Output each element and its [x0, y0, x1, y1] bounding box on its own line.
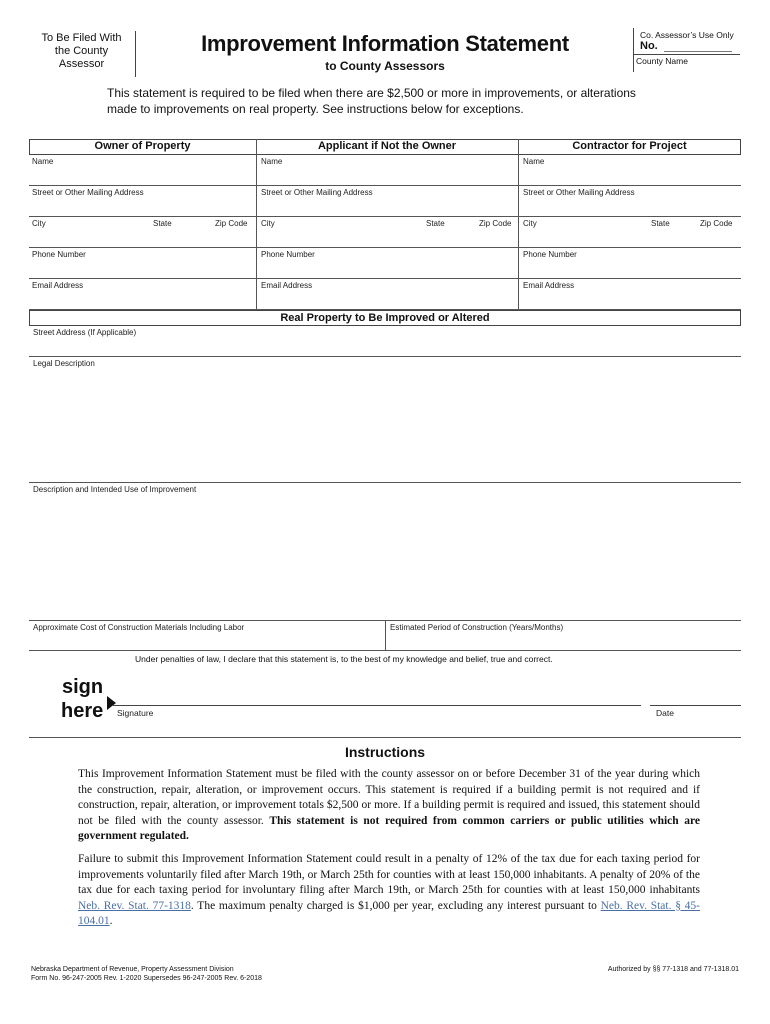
cost-label: Approximate Cost of Construction Materials Including Labor	[33, 623, 245, 632]
instructions-p1-bold: This statement is not required from common carriers or public utilities which are government regulated.	[78, 814, 700, 842]
owner-street-field[interactable]	[32, 199, 252, 214]
signature-section-bottom-line	[29, 737, 741, 738]
parties-table	[29, 139, 741, 310]
contractor-zip-label: Zip Code	[700, 219, 733, 228]
signature-line	[113, 705, 641, 706]
filed-with-line1: To Be Filed With	[41, 32, 122, 44]
owner-name-label: Name	[32, 157, 54, 166]
instructions-p1-text: This Improvement Information Statement must be filed with the county assessor on or before December 31 of the year during which the construction, repair, alteration, or improvement occurs. This statement is required if a building permit is not required and if construction, repair, alteration, or improvement totals $2,500 or more. If a building permit is required and issued, this statement should not be filed with the county assessor.	[78, 768, 700, 827]
statute-link-45-104[interactable]: Neb. Rev. Stat. § 45-104.01	[78, 899, 700, 927]
signature-label: Signature	[117, 708, 154, 718]
applicant-phone-label: Phone Number	[261, 250, 315, 259]
instructions-title: Instructions	[344, 744, 426, 760]
col-divider-1	[256, 139, 257, 310]
contractor-name-label: Name	[523, 157, 545, 166]
applicant-email-field[interactable]	[261, 292, 515, 307]
contractor-email-label: Email Address	[523, 281, 575, 290]
filed-with-line3: Assessor	[58, 58, 105, 70]
applicant-name-field[interactable]	[261, 168, 515, 183]
page-title: Improvement Information Statement	[201, 31, 569, 56]
instructions-paragraph-1	[78, 767, 700, 845]
applicant-header: Applicant if Not the Owner	[317, 140, 457, 152]
instructions-p2-text-c: .	[109, 915, 113, 927]
row-line-2	[29, 216, 741, 217]
owner-city-field[interactable]	[32, 230, 252, 245]
sign-arrow-icon	[107, 696, 116, 710]
owner-email-field[interactable]	[32, 292, 252, 307]
date-field[interactable]	[654, 688, 739, 703]
assessor-no-label: No.	[640, 40, 658, 52]
footer-dept: Nebraska Department of Revenue, Property Assessment Division	[31, 966, 234, 973]
page-subtitle: to County Assessors	[325, 59, 445, 73]
col-divider-2	[518, 139, 519, 310]
owner-zip-label: Zip Code	[215, 219, 248, 228]
legal-description-label: Legal Description	[33, 359, 95, 368]
applicant-street-field[interactable]	[261, 199, 515, 214]
footer-form-number: Form No. 96-247-2005 Rev. 1-2020 Supersedes 96-247-2005 Rev. 6-2018	[31, 975, 262, 982]
period-label: Estimated Period of Construction (Years/Months)	[390, 623, 564, 632]
contractor-name-field[interactable]	[523, 168, 738, 183]
applicant-zip-label: Zip Code	[479, 219, 512, 228]
contractor-phone-field[interactable]	[523, 261, 738, 276]
county-name-line	[633, 54, 740, 55]
owner-state-label: State	[153, 219, 172, 228]
contractor-phone-label: Phone Number	[523, 250, 577, 259]
contractor-city-label: City	[523, 219, 537, 228]
row-line-1	[29, 185, 741, 186]
header-divider-left	[135, 31, 136, 77]
row-line-3	[29, 247, 741, 248]
owner-email-label: Email Address	[32, 281, 84, 290]
description-use-label: Description and Intended Use of Improvement	[33, 485, 197, 494]
assessor-number-field[interactable]	[664, 40, 732, 52]
date-label: Date	[656, 708, 674, 718]
owner-street-label: Street or Other Mailing Address	[32, 188, 144, 197]
contractor-email-field[interactable]	[523, 292, 738, 307]
statute-link-77-1318[interactable]: Neb. Rev. Stat. 77-1318	[78, 899, 191, 912]
street-address-label: Street Address (If Applicable)	[33, 328, 137, 337]
applicant-phone-field[interactable]	[261, 261, 515, 276]
owner-header: Owner of Property	[94, 140, 191, 152]
header-divider-right	[633, 28, 634, 72]
filed-with-block	[28, 32, 135, 76]
intro-line1: This statement is required to be filed when there are $2,500 or more in improvements, or alterations	[107, 86, 636, 100]
applicant-name-label: Name	[261, 157, 283, 166]
applicant-state-label: State	[426, 219, 445, 228]
owner-name-field[interactable]	[32, 168, 252, 183]
contractor-street-field[interactable]	[523, 199, 738, 214]
cost-field[interactable]	[33, 634, 378, 649]
street-address-field[interactable]	[33, 339, 733, 354]
applicant-street-label: Street or Other Mailing Address	[261, 188, 373, 197]
signature-field[interactable]	[117, 688, 637, 703]
footer-authorized: Authorized by §§ 77-1318 and 77-1318.01	[607, 966, 739, 973]
contractor-street-label: Street or Other Mailing Address	[523, 188, 635, 197]
instructions-paragraph-2	[78, 852, 700, 930]
instructions-p2-text-b: . The maximum penalty charged is $1,000 per year, excluding any interest pursuant to	[190, 899, 601, 912]
sign-text: sign	[62, 676, 104, 698]
legal-description-field[interactable]	[33, 371, 733, 479]
instructions-p2-text-a: Failure to submit this Improvement Information Statement could result in a penalty of 12% of the tax due for each taxing period for improvements voluntarily filed after March 19th, or March 25th for counties with at least 150,000 inhabitants. A penalty of 20% of the tax due for each taxing period for involuntary filing after March 19th, or March 25th for counties with at least 150,000 inhabitants	[78, 853, 700, 896]
assessor-use-label: Co. Assessor’s Use Only	[640, 30, 734, 40]
contractor-city-field[interactable]	[523, 230, 738, 245]
description-use-field[interactable]	[33, 497, 733, 617]
contractor-header: Contractor for Project	[572, 140, 687, 152]
owner-phone-label: Phone Number	[32, 250, 86, 259]
filed-with-line2: the County	[54, 45, 109, 57]
applicant-city-field[interactable]	[261, 230, 515, 245]
owner-city-label: City	[32, 219, 46, 228]
legal-description-line	[29, 482, 741, 483]
row-line-4	[29, 278, 741, 279]
property-header: Real Property to Be Improved or Altered	[29, 310, 741, 326]
applicant-city-label: City	[261, 219, 275, 228]
cost-period-divider	[385, 620, 386, 650]
county-name-label: County Name	[636, 56, 688, 66]
cost-line	[29, 650, 741, 651]
date-line	[650, 705, 741, 706]
contractor-state-label: State	[651, 219, 670, 228]
here-text: here	[61, 700, 104, 722]
declaration-text: Under penalties of law, I declare that this statement is, to the best of my knowledge and belief, true and correct.	[135, 654, 553, 664]
street-address-line	[29, 356, 741, 357]
applicant-email-label: Email Address	[261, 281, 313, 290]
period-field[interactable]	[390, 634, 735, 649]
owner-phone-field[interactable]	[32, 261, 252, 276]
intro-line2: made to improvements on real property. See instructions below for exceptions.	[107, 102, 524, 116]
